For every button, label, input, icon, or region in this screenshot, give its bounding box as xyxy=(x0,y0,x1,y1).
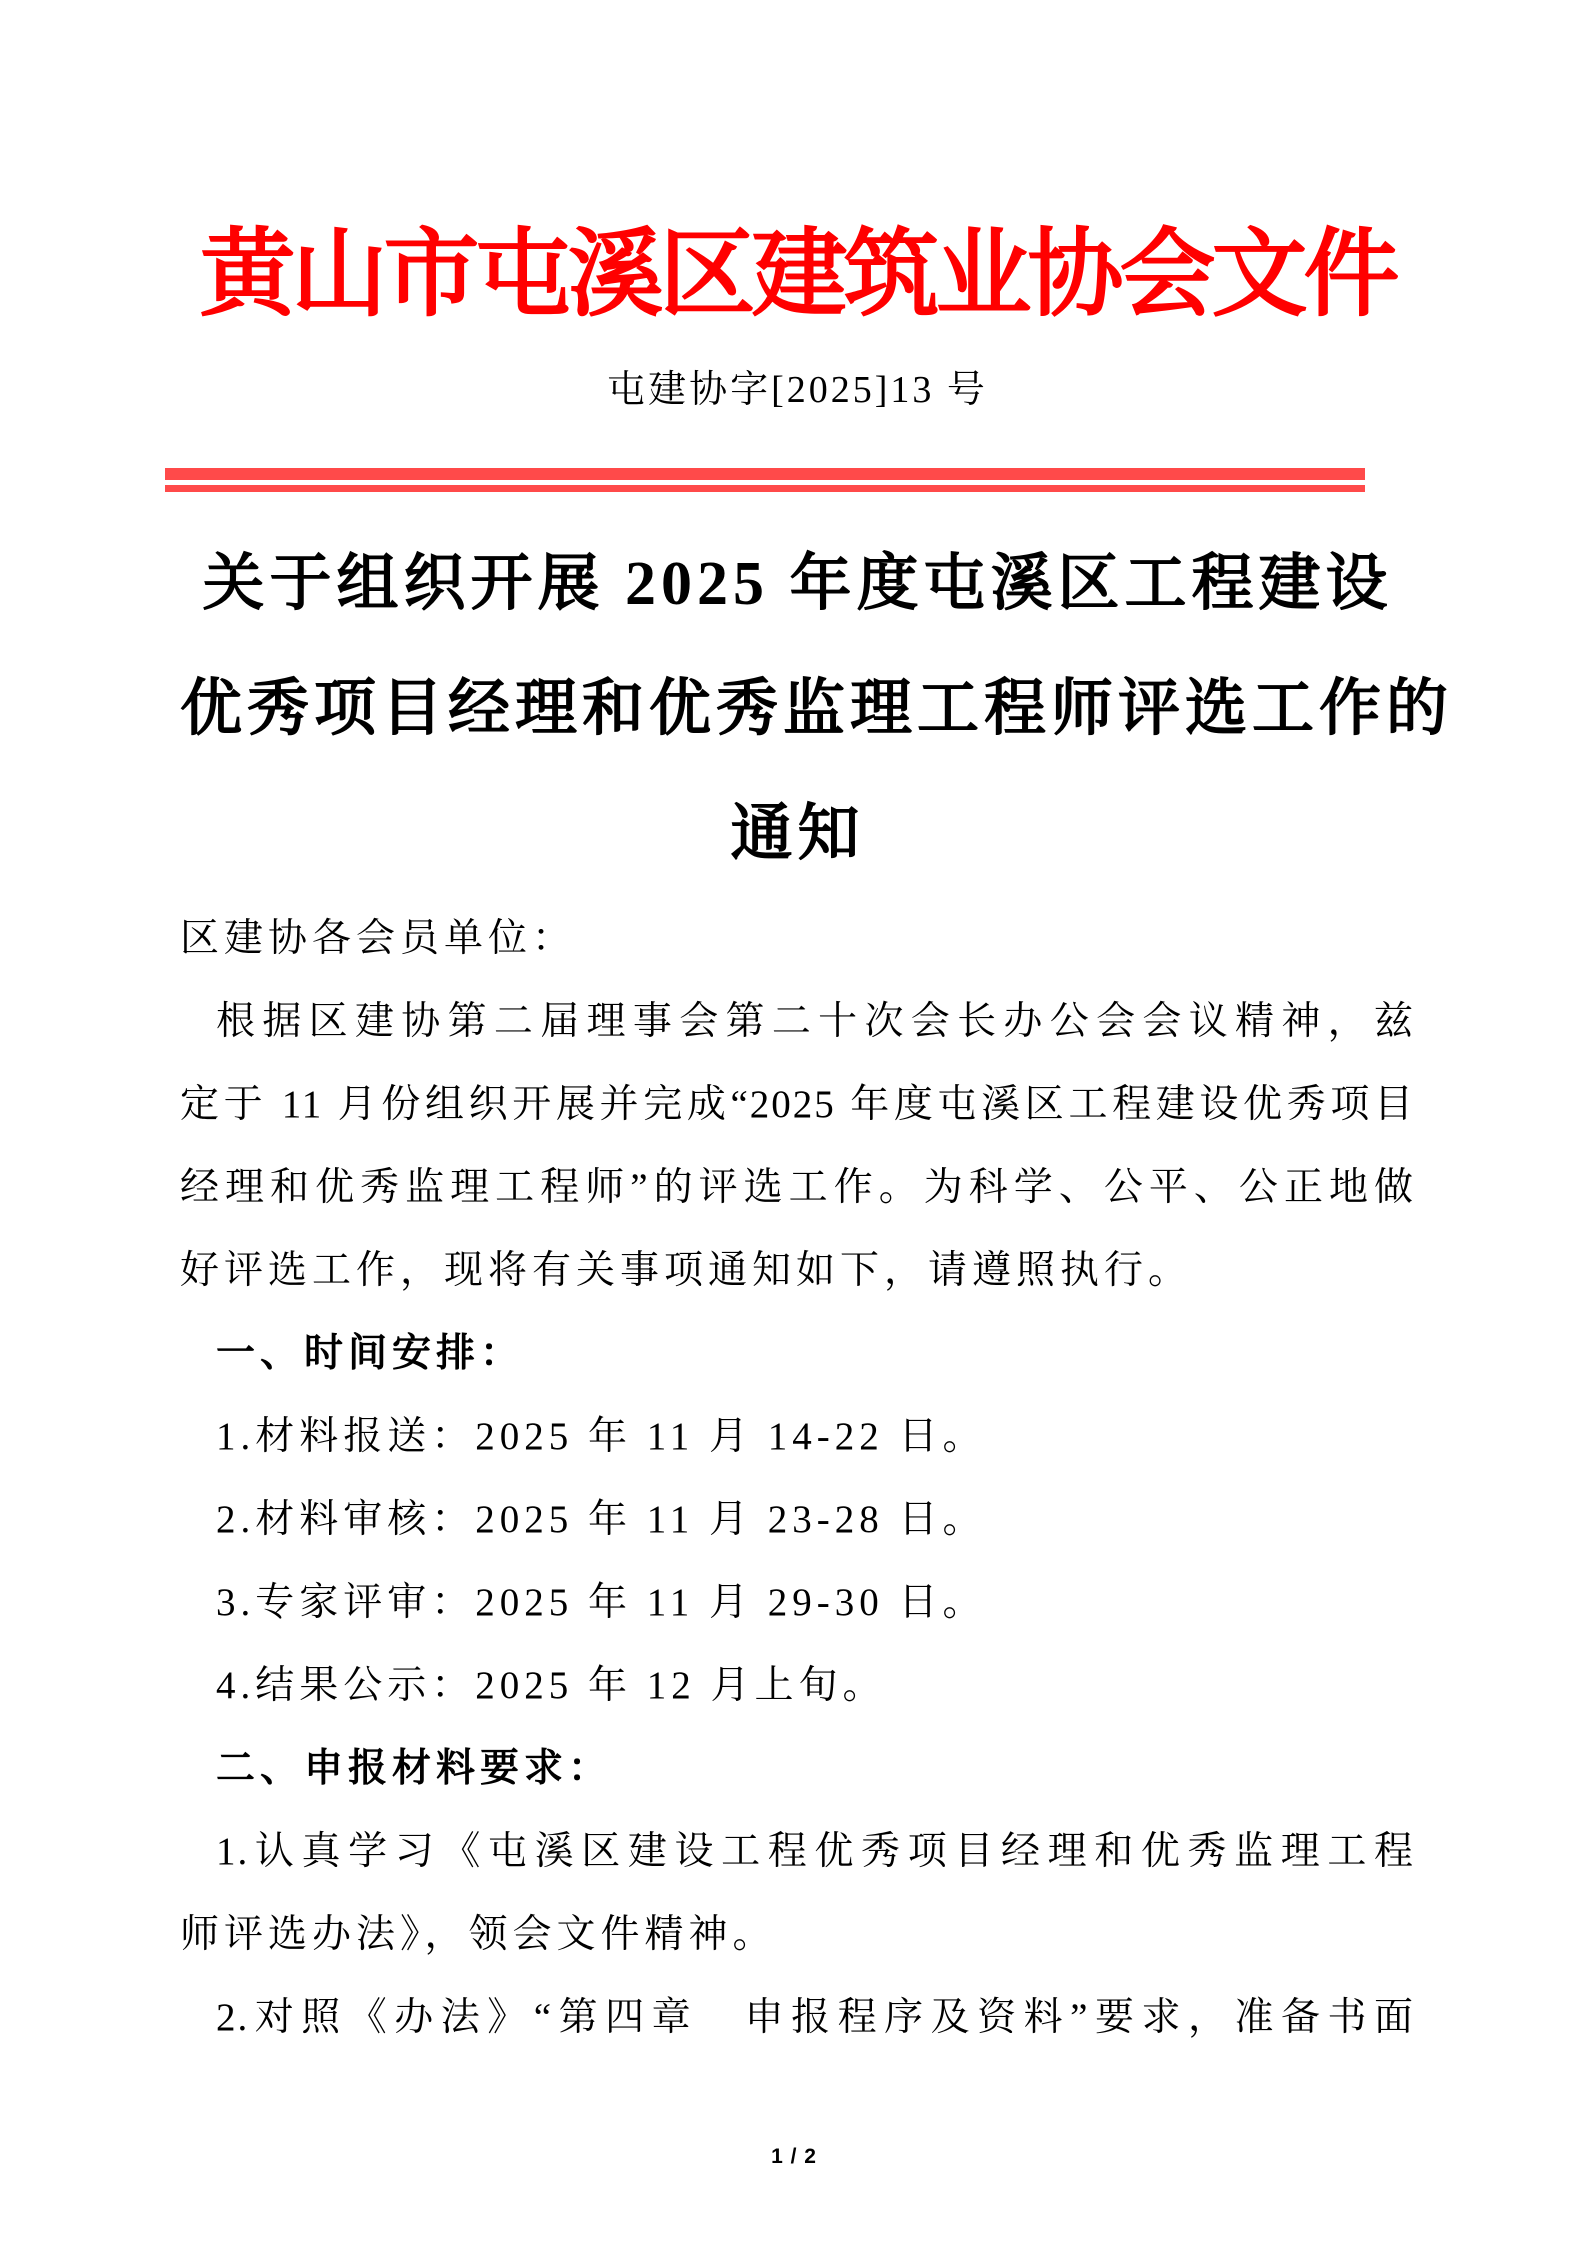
red-separator xyxy=(165,468,1365,492)
body-line: 二、申报材料要求： xyxy=(216,1747,613,1790)
body-line: 区建协各会员单位： xyxy=(180,917,577,960)
body-line: 一、时间安排： xyxy=(216,1332,525,1375)
body-line: 经理和优秀监理工程师”的评选工作。为科学、公平、公正地做 xyxy=(180,1166,1415,1209)
body-line: 1.材料报送：2025 年 11 月 14-22 日。 xyxy=(216,1415,987,1458)
body-line: 师评选办法》，领会文件精神。 xyxy=(180,1913,777,1956)
red-rule-thin xyxy=(165,485,1365,492)
document-title-line-2: 优秀项目经理和优秀监理工程师评选工作的 xyxy=(180,675,1454,743)
document-body xyxy=(180,897,1415,2059)
red-rule-thick xyxy=(165,468,1365,480)
org-title: 黄山市屯溪区建筑业协会文件 xyxy=(199,221,1396,328)
body-line: 4.结果公示：2025 年 12 月上旬。 xyxy=(216,1664,887,1707)
body-line: 根据区建协第二届理事会第二十次会长办公会会议精神，兹 xyxy=(216,1000,1415,1043)
document-title xyxy=(180,522,1454,897)
body-line: 好评选工作，现将有关事项通知如下，请遵照执行。 xyxy=(180,1249,1193,1292)
body-line: 定于 11 月份组织开展并完成“2025 年度屯溪区工程建设优秀项目 xyxy=(180,1083,1415,1126)
body-line: 2.材料审核：2025 年 11 月 23-28 日。 xyxy=(216,1498,987,1541)
body-line: 2.对照《办法》“第四章 申报程序及资料”要求，准备书面 xyxy=(216,1996,1415,2039)
page-number: 1 / 2 xyxy=(771,2145,817,2168)
doc-number: 屯建协字[2025]13 号 xyxy=(607,369,988,411)
body-line: 1.认真学习《屯溪区建设工程优秀项目经理和优秀监理工程 xyxy=(216,1830,1415,1873)
body-line: 3.专家评审：2025 年 11 月 29-30 日。 xyxy=(216,1581,987,1624)
document-title-line-3: 通知 xyxy=(730,800,865,868)
document-title-line-1: 关于组织开展 2025 年度屯溪区工程建设 xyxy=(202,550,1393,618)
